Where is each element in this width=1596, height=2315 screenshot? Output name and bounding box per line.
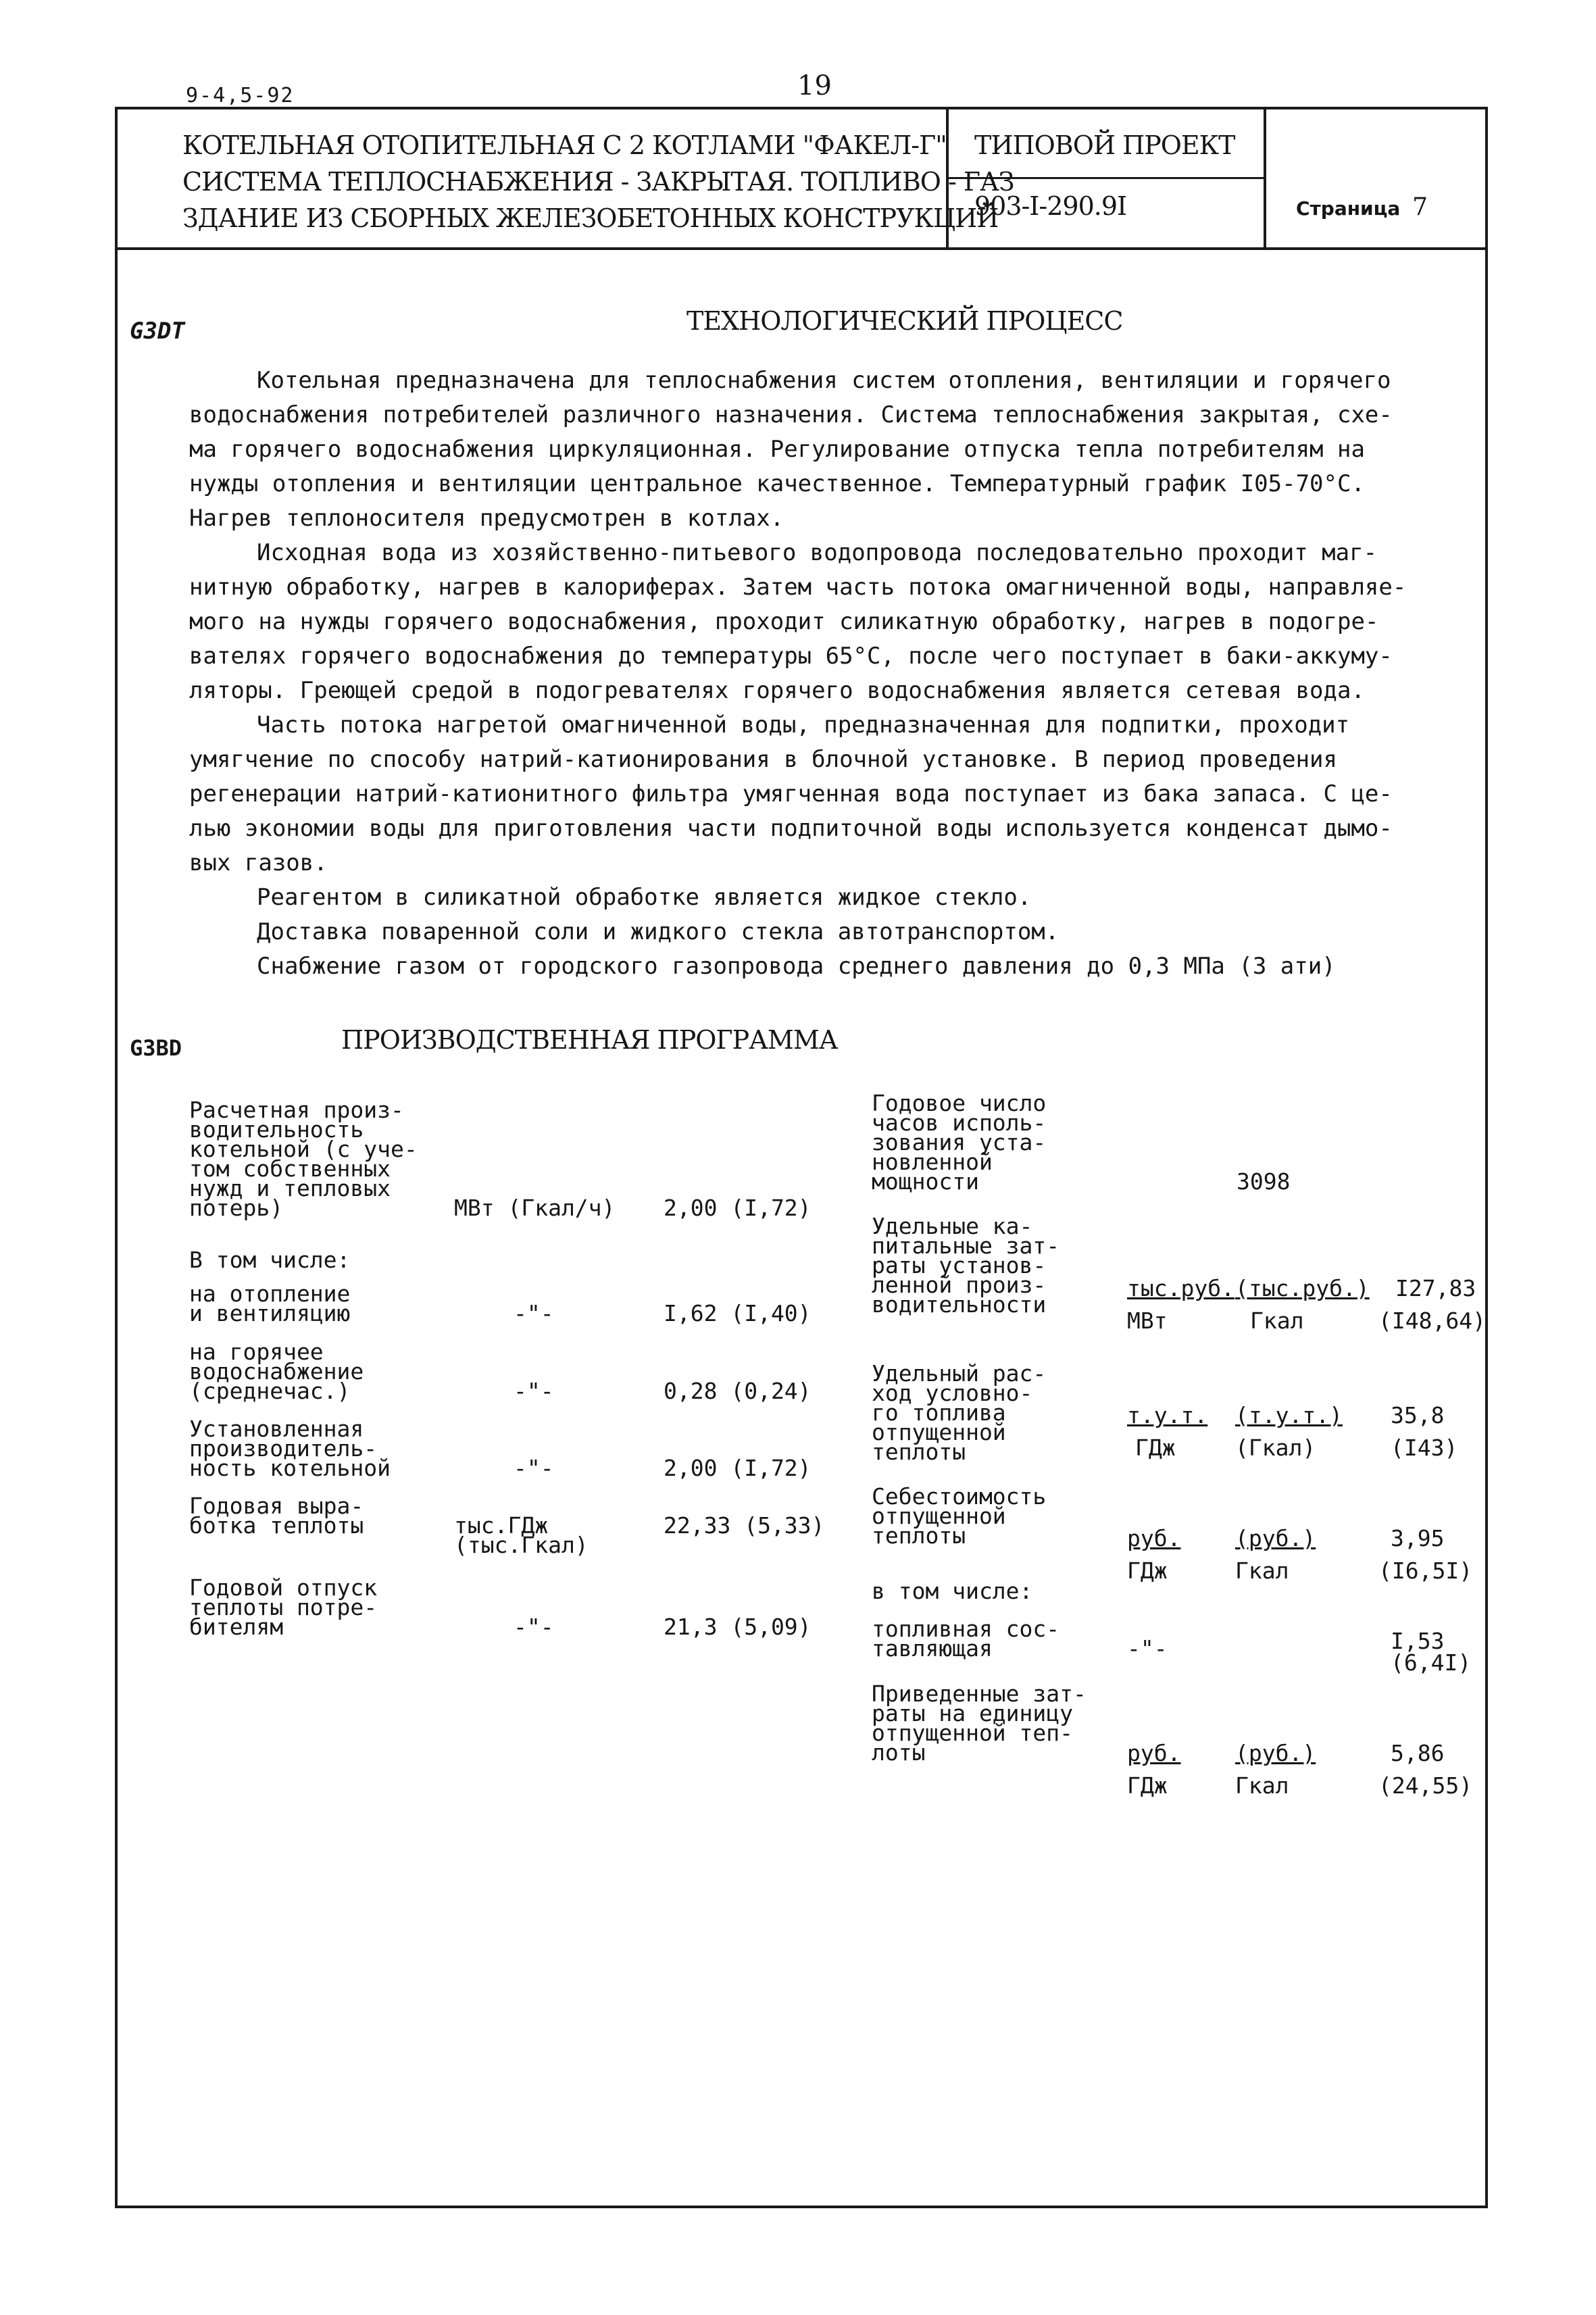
section1-line: водоснабжения потребителей различного назначения. Система теплоснабжения закрытая, схе- bbox=[189, 401, 1393, 428]
row-label: ность котельной bbox=[189, 1455, 391, 1481]
sheet-number: 7 bbox=[1412, 193, 1428, 221]
unit-denominator: ГДж bbox=[1135, 1435, 1176, 1461]
row-label: Расчетная произ- bbox=[189, 1097, 404, 1123]
row-value-2: (24,55) bbox=[1378, 1772, 1473, 1799]
unit-denominator: (Гкал) bbox=[1235, 1435, 1316, 1461]
row-label: Себестоимость bbox=[872, 1483, 1047, 1510]
title-block bbox=[115, 107, 1488, 250]
row-value-2: (6,4I) bbox=[1391, 1649, 1472, 1676]
row-value: 0,28 (0,24) bbox=[664, 1378, 812, 1404]
unit-numerator: (руб.) bbox=[1235, 1740, 1316, 1766]
project-number: 903-I-290.9I bbox=[974, 191, 1127, 221]
row-value: 5,86 bbox=[1391, 1740, 1445, 1766]
row-label: на горячее bbox=[189, 1339, 324, 1365]
unit-numerator: т.у.т. bbox=[1127, 1402, 1208, 1428]
unit-numerator: тыс.руб. bbox=[1127, 1275, 1235, 1301]
row-label: потерь) bbox=[189, 1195, 284, 1221]
unit-denominator: МВт bbox=[1127, 1308, 1168, 1334]
row-label: зования уста- bbox=[872, 1129, 1047, 1155]
unit-denominator: ГДж bbox=[1127, 1772, 1168, 1799]
row-value-2: (I6,5I) bbox=[1378, 1558, 1473, 1584]
section1-line: Исходная вода из хозяйственно-питьевого водопровода последовательно проходит маг- bbox=[257, 539, 1378, 566]
row-value: 21,3 (5,09) bbox=[664, 1614, 812, 1640]
row-label: часов исполь- bbox=[872, 1110, 1047, 1136]
row-label: Годовой отпуск bbox=[189, 1574, 378, 1601]
unit-denominator: Гкал bbox=[1235, 1772, 1289, 1799]
row-unit: -"- bbox=[1127, 1635, 1168, 1662]
row-label: мощности bbox=[872, 1168, 979, 1195]
row-label: теплоты bbox=[872, 1522, 966, 1549]
section2-title: ПРОИЗВОДСТВЕННАЯ ПРОГРАММА bbox=[341, 1025, 838, 1055]
unit-denominator: Гкал bbox=[1250, 1308, 1304, 1334]
row-label: новленной bbox=[872, 1149, 993, 1175]
row-label: питальные зат- bbox=[872, 1233, 1060, 1259]
page-number: 19 bbox=[797, 70, 832, 101]
row-label: водоснабжение bbox=[189, 1358, 364, 1385]
unit-denominator: ГДж bbox=[1127, 1558, 1168, 1584]
row-value: 2,00 (I,72) bbox=[664, 1455, 812, 1481]
row-unit: -"- bbox=[514, 1378, 554, 1404]
row-label: В том числе: bbox=[189, 1247, 351, 1273]
unit-numerator: руб. bbox=[1127, 1740, 1181, 1766]
section1-line: мого на нужды горячего водоснабжения, проходит силикатную обработку, нагрев в подогре- bbox=[189, 608, 1379, 635]
row-value-2: (I43) bbox=[1391, 1435, 1458, 1461]
section1-line: умягчение по способу натрий-катионирования в блочной установке. В период проведения bbox=[189, 746, 1337, 773]
row-value: I,62 (I,40) bbox=[664, 1300, 812, 1326]
row-label: бителям bbox=[189, 1614, 284, 1640]
section1-line: нужды отопления и вентиляции центральное качественное. Температурный график I05-70°С. bbox=[189, 470, 1365, 497]
section1-line: лью экономии воды для приготовления части подпиточной воды используется конденсат дымо- bbox=[189, 815, 1393, 842]
row-unit: тыс.ГДж bbox=[454, 1512, 549, 1539]
section1-title: ТЕХНОЛОГИЧЕСКИЙ ПРОЦЕСС bbox=[687, 306, 1123, 336]
section1-line: вателях горячего водоснабжения до температуры 65°С, после чего поступает в баки-аккуму- bbox=[189, 643, 1393, 670]
section1-line: Реагентом в силикатной обработке является жидкое стекло. bbox=[257, 884, 1032, 911]
row-unit: -"- bbox=[514, 1300, 554, 1326]
document-code: 9-4,5-92 bbox=[186, 84, 295, 107]
row-label: Приведенные зат- bbox=[872, 1681, 1087, 1707]
unit-numerator: (тыс.руб.) bbox=[1235, 1275, 1370, 1301]
row-label: отпущенной bbox=[872, 1419, 1006, 1445]
section2-code: G3BD bbox=[130, 1035, 182, 1061]
row-label: отпущенной bbox=[872, 1503, 1006, 1529]
row-label: раты на единицу bbox=[872, 1700, 1074, 1726]
row-label: Годовое число bbox=[872, 1090, 1047, 1116]
section1-line: Часть потока нагретой омагниченной воды, предназначенная для подпитки, проходит bbox=[257, 712, 1350, 739]
row-label: ход условно- bbox=[872, 1380, 1033, 1406]
row-value: 3,95 bbox=[1391, 1525, 1445, 1551]
row-label: го топлива bbox=[872, 1399, 1006, 1426]
section1-line: Котельная предназначена для теплоснабжения систем отопления, вентиляции и горячего bbox=[257, 367, 1391, 394]
row-unit-2: (тыс.Гкал) bbox=[454, 1532, 589, 1558]
title-line-3: ЗДАНИЕ ИЗ СБОРНЫХ ЖЕЛЕЗОБЕТОННЫХ КОНСТРУКЦИЙ bbox=[182, 203, 999, 233]
sheet-label bbox=[1296, 193, 1428, 221]
project-label: ТИПОВОЙ ПРОЕКТ bbox=[974, 130, 1235, 160]
unit-numerator: руб. bbox=[1127, 1525, 1181, 1551]
row-label: водительности bbox=[872, 1291, 1047, 1318]
row-label: тавляющая bbox=[872, 1635, 993, 1662]
row-value: 3098 bbox=[1237, 1168, 1291, 1195]
row-label: том собственных bbox=[189, 1155, 391, 1182]
row-label: и вентиляцию bbox=[189, 1300, 351, 1326]
unit-numerator: (т.у.т.) bbox=[1235, 1402, 1343, 1428]
row-unit: -"- bbox=[514, 1614, 554, 1640]
row-value-2: (I48,64) bbox=[1378, 1308, 1486, 1334]
title-line-1: КОТЕЛЬНАЯ ОТОПИТЕЛЬНАЯ С 2 КОТЛАМИ "ФАКЕЛ-Г" bbox=[182, 130, 947, 160]
row-label: отпущенной теп- bbox=[872, 1720, 1074, 1746]
section1-line: вых газов. bbox=[189, 849, 328, 876]
row-label: Годовая выра- bbox=[189, 1493, 364, 1519]
row-value: I,53 bbox=[1391, 1628, 1445, 1654]
section1-line: ма горячего водоснабжения циркуляционная. Регулирование отпуска тепла потребителям на bbox=[189, 436, 1365, 463]
row-value: I27,83 bbox=[1395, 1275, 1476, 1301]
sheet-label-text: Страница bbox=[1296, 197, 1401, 220]
row-label: топливная сос- bbox=[872, 1616, 1060, 1642]
row-label: на отопление bbox=[189, 1280, 351, 1307]
row-label: ботка теплоты bbox=[189, 1512, 364, 1539]
section1-line: нитную обработку, нагрев в калориферах. Затем часть потока омагниченной воды, направляе- bbox=[189, 574, 1407, 601]
row-label: теплоты bbox=[872, 1439, 966, 1465]
row-unit: -"- bbox=[514, 1455, 554, 1481]
row-label: раты установ- bbox=[872, 1252, 1047, 1278]
row-label: нужд и тепловых bbox=[189, 1175, 391, 1201]
row-value: 2,00 (I,72) bbox=[664, 1195, 812, 1221]
row-label: Удельные ка- bbox=[872, 1213, 1033, 1239]
row-label: Удельный рас- bbox=[872, 1360, 1047, 1387]
row-label: теплоты потре- bbox=[189, 1594, 378, 1620]
row-label: водительность bbox=[189, 1116, 364, 1143]
section1-line: регенерации натрий-катионитного фильтра умягченная вода поступает из бака запаса. С це- bbox=[189, 780, 1393, 807]
unit-denominator: Гкал bbox=[1235, 1558, 1289, 1584]
row-label: Установленная bbox=[189, 1416, 364, 1442]
section1-line: ляторы. Греющей средой в подогревателях горячего водоснабжения является сетевая вода. bbox=[189, 677, 1365, 704]
row-value: 22,33 (5,33) bbox=[664, 1512, 825, 1539]
row-label: в том числе: bbox=[872, 1578, 1033, 1604]
row-value: 35,8 bbox=[1391, 1402, 1445, 1428]
section1-line: Снабжение газом от городского газопровода среднего давления до 0,3 МПа (3 ати) bbox=[257, 953, 1336, 980]
section1-code: G3DT bbox=[130, 318, 185, 345]
row-label: лоты bbox=[872, 1739, 926, 1766]
section1-line: Доставка поваренной соли и жидкого стекла автотранспортом. bbox=[257, 918, 1059, 945]
row-label: (среднечас.) bbox=[189, 1378, 351, 1404]
section1-line: Нагрев теплоносителя предусмотрен в котлах. bbox=[189, 505, 784, 532]
row-label: ленной произ- bbox=[872, 1272, 1047, 1298]
row-unit: МВт (Гкал/ч) bbox=[454, 1195, 616, 1221]
title-line-2: СИСТЕМА ТЕПЛОСНАБЖЕНИЯ - ЗАКРЫТАЯ. ТОПЛИВО - ГАЗ bbox=[182, 167, 1014, 197]
row-label: котельной (с уче- bbox=[189, 1136, 418, 1162]
row-label: производитель- bbox=[189, 1435, 378, 1462]
unit-numerator: (руб.) bbox=[1235, 1525, 1316, 1551]
